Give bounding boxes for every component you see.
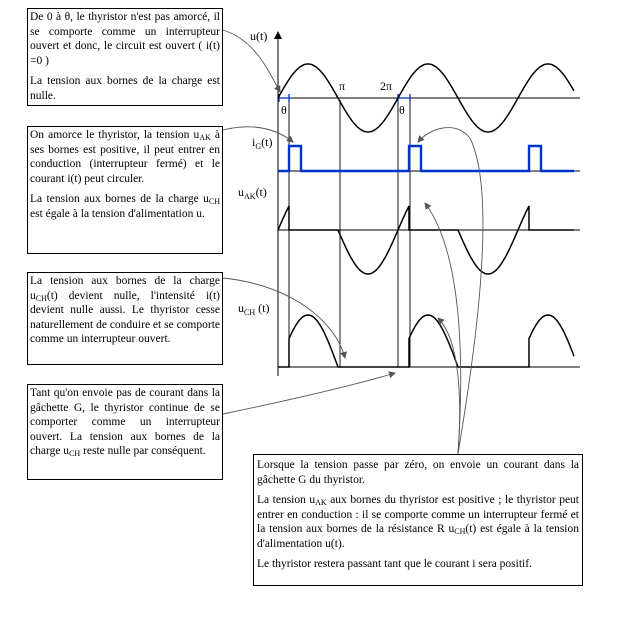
box5-paragraph-2: La tension $u_{AK}$ aux bornes du thyristor est positive ; le thyristor peut entrer en conduction : il se comporte comme un interrupteur fermé et la tension aux bornes de la résistance R $u_{CH}(t)$ est égale à la tension d'alimentation u(t). [257,494,579,550]
uak-axis-label: $u_{AK}(t)$ [238,185,267,201]
theta-label-1: θ [281,103,287,117]
pi-label: π [339,79,346,93]
u-axis-label: u(t) [250,29,268,43]
theta-label-2: θ [399,103,405,117]
box3-paragraph-1: La tension aux bornes de la charge $u_{CH}(t)$ devient nulle, l'intensité i(t) devient nulle aussi. Le thyristor cesse naturellement de conduire et se comporte comme un interrupteur ouvert. [30,275,220,345]
gate-current-waveform [278,146,574,171]
reference-lines [289,96,410,367]
two-pi-label: 2π [380,79,393,93]
ig-axis-label: $i_G(t)$ [252,135,273,151]
arrow-box5-to-uch [438,318,460,454]
box5-paragraph-3: Le thyristor restera passant tant que le courant i sera positif. [257,558,532,570]
box1-paragraph-1: De 0 à θ, le thyristor n'est pas amorcé, il se comporte comme un interrupteur ouvert et donc, le circuit est ouvert ( i(t) =0 ) [30,11,220,67]
box2-paragraph-2: La tension aux bornes de la charge $u_{CH}$ est égale à la tension d'alimentation u. [30,193,220,220]
load-voltage-waveform [278,315,574,367]
thyristor-voltage-waveform [278,206,574,274]
box2-paragraph-1: On amorce le thyristor, la tension $u_{AK}$ à ses bornes est positive, il peut entrer en conduction (interrupteur fermé) et le courant i(t) peut circuler. [30,129,220,185]
axes [278,32,580,376]
uch-axis-label: $u_{CH}$ (t) [238,301,270,317]
arrow-box4-to-axis [223,373,395,414]
box4-paragraph-1: Tant qu'on envoie pas de courant dans la gâchette G, le thyristor continue de se comporter comme un interrupteur ouvert. La tension aux bornes de la charge $u_{CH}$ reste nulle par conséquent. [30,387,220,458]
box5-paragraph-1: Lorsque la tension passe par zéro, on envoie un courant dans la gâchette G du thyristor. [257,459,579,486]
arrow-box2-to-pulse [223,127,293,142]
arrow-box5-to-pulse [418,128,483,454]
arrow-box3-to-zero [223,278,345,358]
pointer-arrows [223,30,483,454]
theta-bracket-1 [279,94,289,102]
box1-paragraph-2: La tension aux bornes de la charge est nulle. [30,75,220,102]
